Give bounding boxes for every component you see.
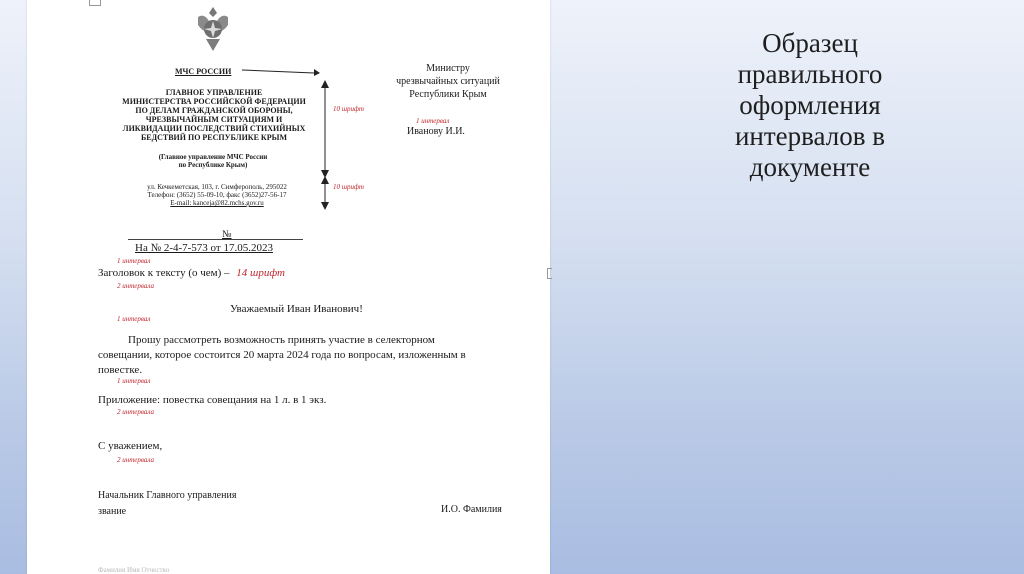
closing: С уважением,	[98, 440, 163, 452]
org-subtitle: (Главное управление МЧС России по Республике Крым)	[158, 153, 268, 169]
interval-measure-arrows-icon	[319, 80, 331, 210]
heading-row: Заголовок к тексту (о чем) – 14 шрифт	[98, 267, 285, 279]
arrow-to-recipient-icon	[240, 64, 320, 78]
recipient-name: Иванову И.И.	[407, 126, 465, 137]
font14-note: 14 шрифт	[236, 267, 285, 279]
emblem-icon	[192, 3, 234, 55]
letter-paragraph: Прошу рассмотреть возможность принять участие в селекторном совещании, которое состоится 20 марта 2024 года по вопросам, изложенным в повестке.	[98, 334, 466, 376]
interval-note-2b: 2 интервала	[117, 408, 155, 416]
org-short-name: МЧС РОССИИ	[175, 67, 232, 76]
interval-note-1c: 1 интервал	[117, 377, 151, 385]
font10-note-top: 10 шрифт	[333, 105, 364, 113]
interval-note-1a: 1 интервал	[117, 257, 151, 265]
interval-note-2c: 2 интервала	[117, 456, 155, 464]
org-contacts: ул. Кечкеметская, 103, г. Симферополь, 295022 Телефон: (3652) 55-09-10, факс (3652)27-56-17 E-mail: kanceja@82.mchs.gov.ru	[147, 183, 287, 207]
executor-footer: Фамилия Имя Отчество	[98, 566, 170, 574]
font10-note-bottom: 10 шрифт	[333, 183, 364, 191]
slide-title: Образец правильного оформления интервалов в документе	[734, 28, 886, 182]
recipient-block: Министру чрезвычайных ситуаций Республики Крым	[396, 63, 500, 100]
recipient-interval-note: 1 интервал	[416, 117, 450, 125]
signer-name: И.О. Фамилия	[441, 504, 502, 515]
page-edge-mark	[547, 268, 552, 279]
attachment-line: Приложение: повестка совещания на 1 л. в 1 экз.	[98, 394, 327, 406]
outgoing-number: №	[222, 229, 232, 240]
reference-number: На № 2-4-7-573 от 17.05.2023	[135, 242, 273, 254]
org-full-name: ГЛАВНОЕ УПРАВЛЕНИЕ МИНИСТЕРСТВА РОССИЙСКОЙ ФЕДЕРАЦИИ ПО ДЕЛАМ ГРАЖДАНСКОЙ ОБОРОНЫ, ЧРЕЗВЫЧАЙНЫМ СИТУАЦИЯМ И ЛИКВИДАЦИИ ПОСЛЕДСТВИЙ СТИХИЙНЫХ БЕДСТВИЙ ПО РЕСПУБЛИКЕ КРЫМ	[122, 88, 306, 142]
interval-note-1b: 1 интервал	[117, 315, 151, 323]
interval-note-2a: 2 интервала	[117, 282, 155, 290]
number-line-rule	[128, 239, 303, 240]
crop-mark	[89, 0, 101, 6]
signer-block: Начальник Главного управления звание	[98, 490, 237, 517]
greeting: Уважаемый Иван Иванович!	[230, 303, 363, 315]
